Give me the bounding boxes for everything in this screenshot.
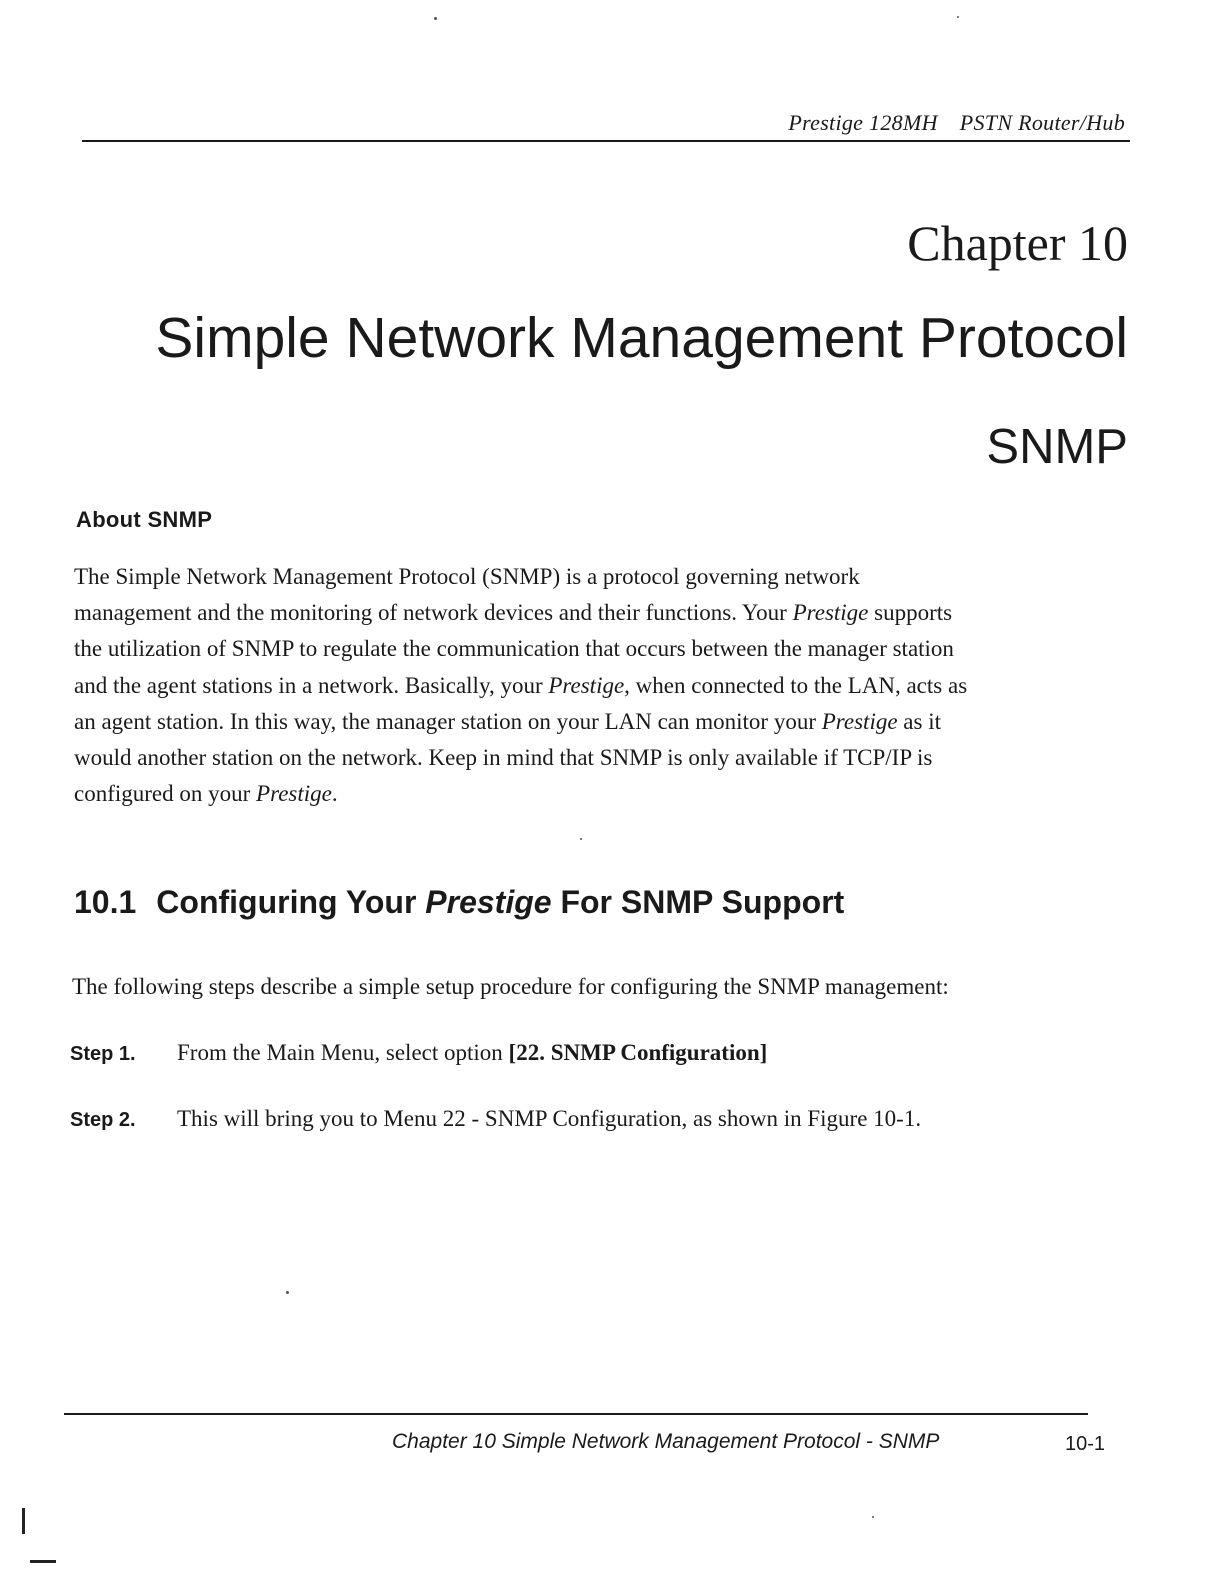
about-text-run: and the agent stations in a network. Basically, your (74, 672, 549, 698)
section-title-product: Prestige (425, 884, 552, 920)
about-line (74, 559, 1124, 595)
scan-speck (872, 1516, 874, 1518)
about-text-run: would another station on the network. Keep in mind that SNMP is only available if TCP/IP is (74, 745, 933, 771)
about-line (74, 595, 1124, 631)
about-text-run: as it (897, 708, 941, 734)
step-1 (70, 1040, 767, 1066)
product-name-italic: Prestige (792, 600, 869, 626)
about-line (74, 668, 1124, 704)
product-name-italic: Prestige (256, 781, 332, 807)
header-rule (82, 140, 1130, 142)
step-1-text (177, 1040, 767, 1065)
about-text-run: , when connected to the LAN, acts as (624, 672, 968, 698)
scan-edge-mark (22, 1508, 25, 1534)
chapter-abbreviation: SNMP (986, 420, 1128, 474)
about-text-run: management and the monitoring of network devices and their functions. Your (74, 600, 793, 626)
scan-edge-mark (30, 1560, 56, 1563)
section-heading (74, 884, 844, 921)
step-2 (70, 1106, 921, 1132)
step-2-label: Step 2. (70, 1109, 136, 1131)
step-1-instruction: From the Main Menu, select option (177, 1040, 509, 1065)
scan-speck (434, 17, 437, 20)
about-text-run: supports (868, 600, 953, 626)
step-2-text: This will bring you to Menu 22 - SNMP Configuration, as shown in Figure 10-1. (177, 1106, 922, 1131)
section-number: 10.1 (74, 884, 137, 920)
step-1-label: Step 1. (70, 1043, 136, 1065)
scan-speck (580, 838, 582, 840)
header-subtitle: PSTN Router/Hub (959, 110, 1125, 135)
header-product: Prestige 128MH (788, 110, 938, 135)
about-line (74, 740, 1124, 776)
chapter-title: Simple Network Management Protocol (155, 306, 1128, 370)
steps-intro: The following steps describe a simple setup procedure for configuring the SNMP management: (72, 974, 949, 999)
about-text-run: . (331, 781, 338, 807)
about-text-run: the utilization of SNMP to regulate the communication that occurs between the manager station (74, 636, 954, 662)
scan-speck (957, 16, 959, 18)
about-line (74, 631, 1124, 667)
about-text-run: The Simple Network Management Protocol (SNMP) is a protocol governing network (74, 564, 860, 589)
section-title-start: Configuring Your (156, 884, 426, 920)
footer-rule (64, 1413, 1088, 1415)
scan-speck (286, 1291, 289, 1294)
section-title-end: For SNMP Support (551, 884, 845, 920)
about-text-run: an agent station. In this way, the manager station on your LAN can monitor your (74, 708, 822, 734)
about-heading: About SNMP (76, 507, 213, 532)
step-1-menu-option: [22. SNMP Configuration] (508, 1040, 768, 1065)
product-name-italic: Prestige (548, 672, 625, 698)
about-line (74, 704, 1124, 740)
chapter-label: Chapter 10 (907, 215, 1128, 271)
about-paragraph (74, 559, 1124, 812)
about-text-run: configured on your (74, 781, 257, 807)
running-footer: Chapter 10 Simple Network Management Protocol - SNMP (392, 1430, 940, 1453)
about-line (74, 776, 1124, 812)
page-number: 10-1 (1065, 1433, 1106, 1455)
running-header (600, 110, 1125, 136)
product-name-italic: Prestige (821, 708, 898, 734)
